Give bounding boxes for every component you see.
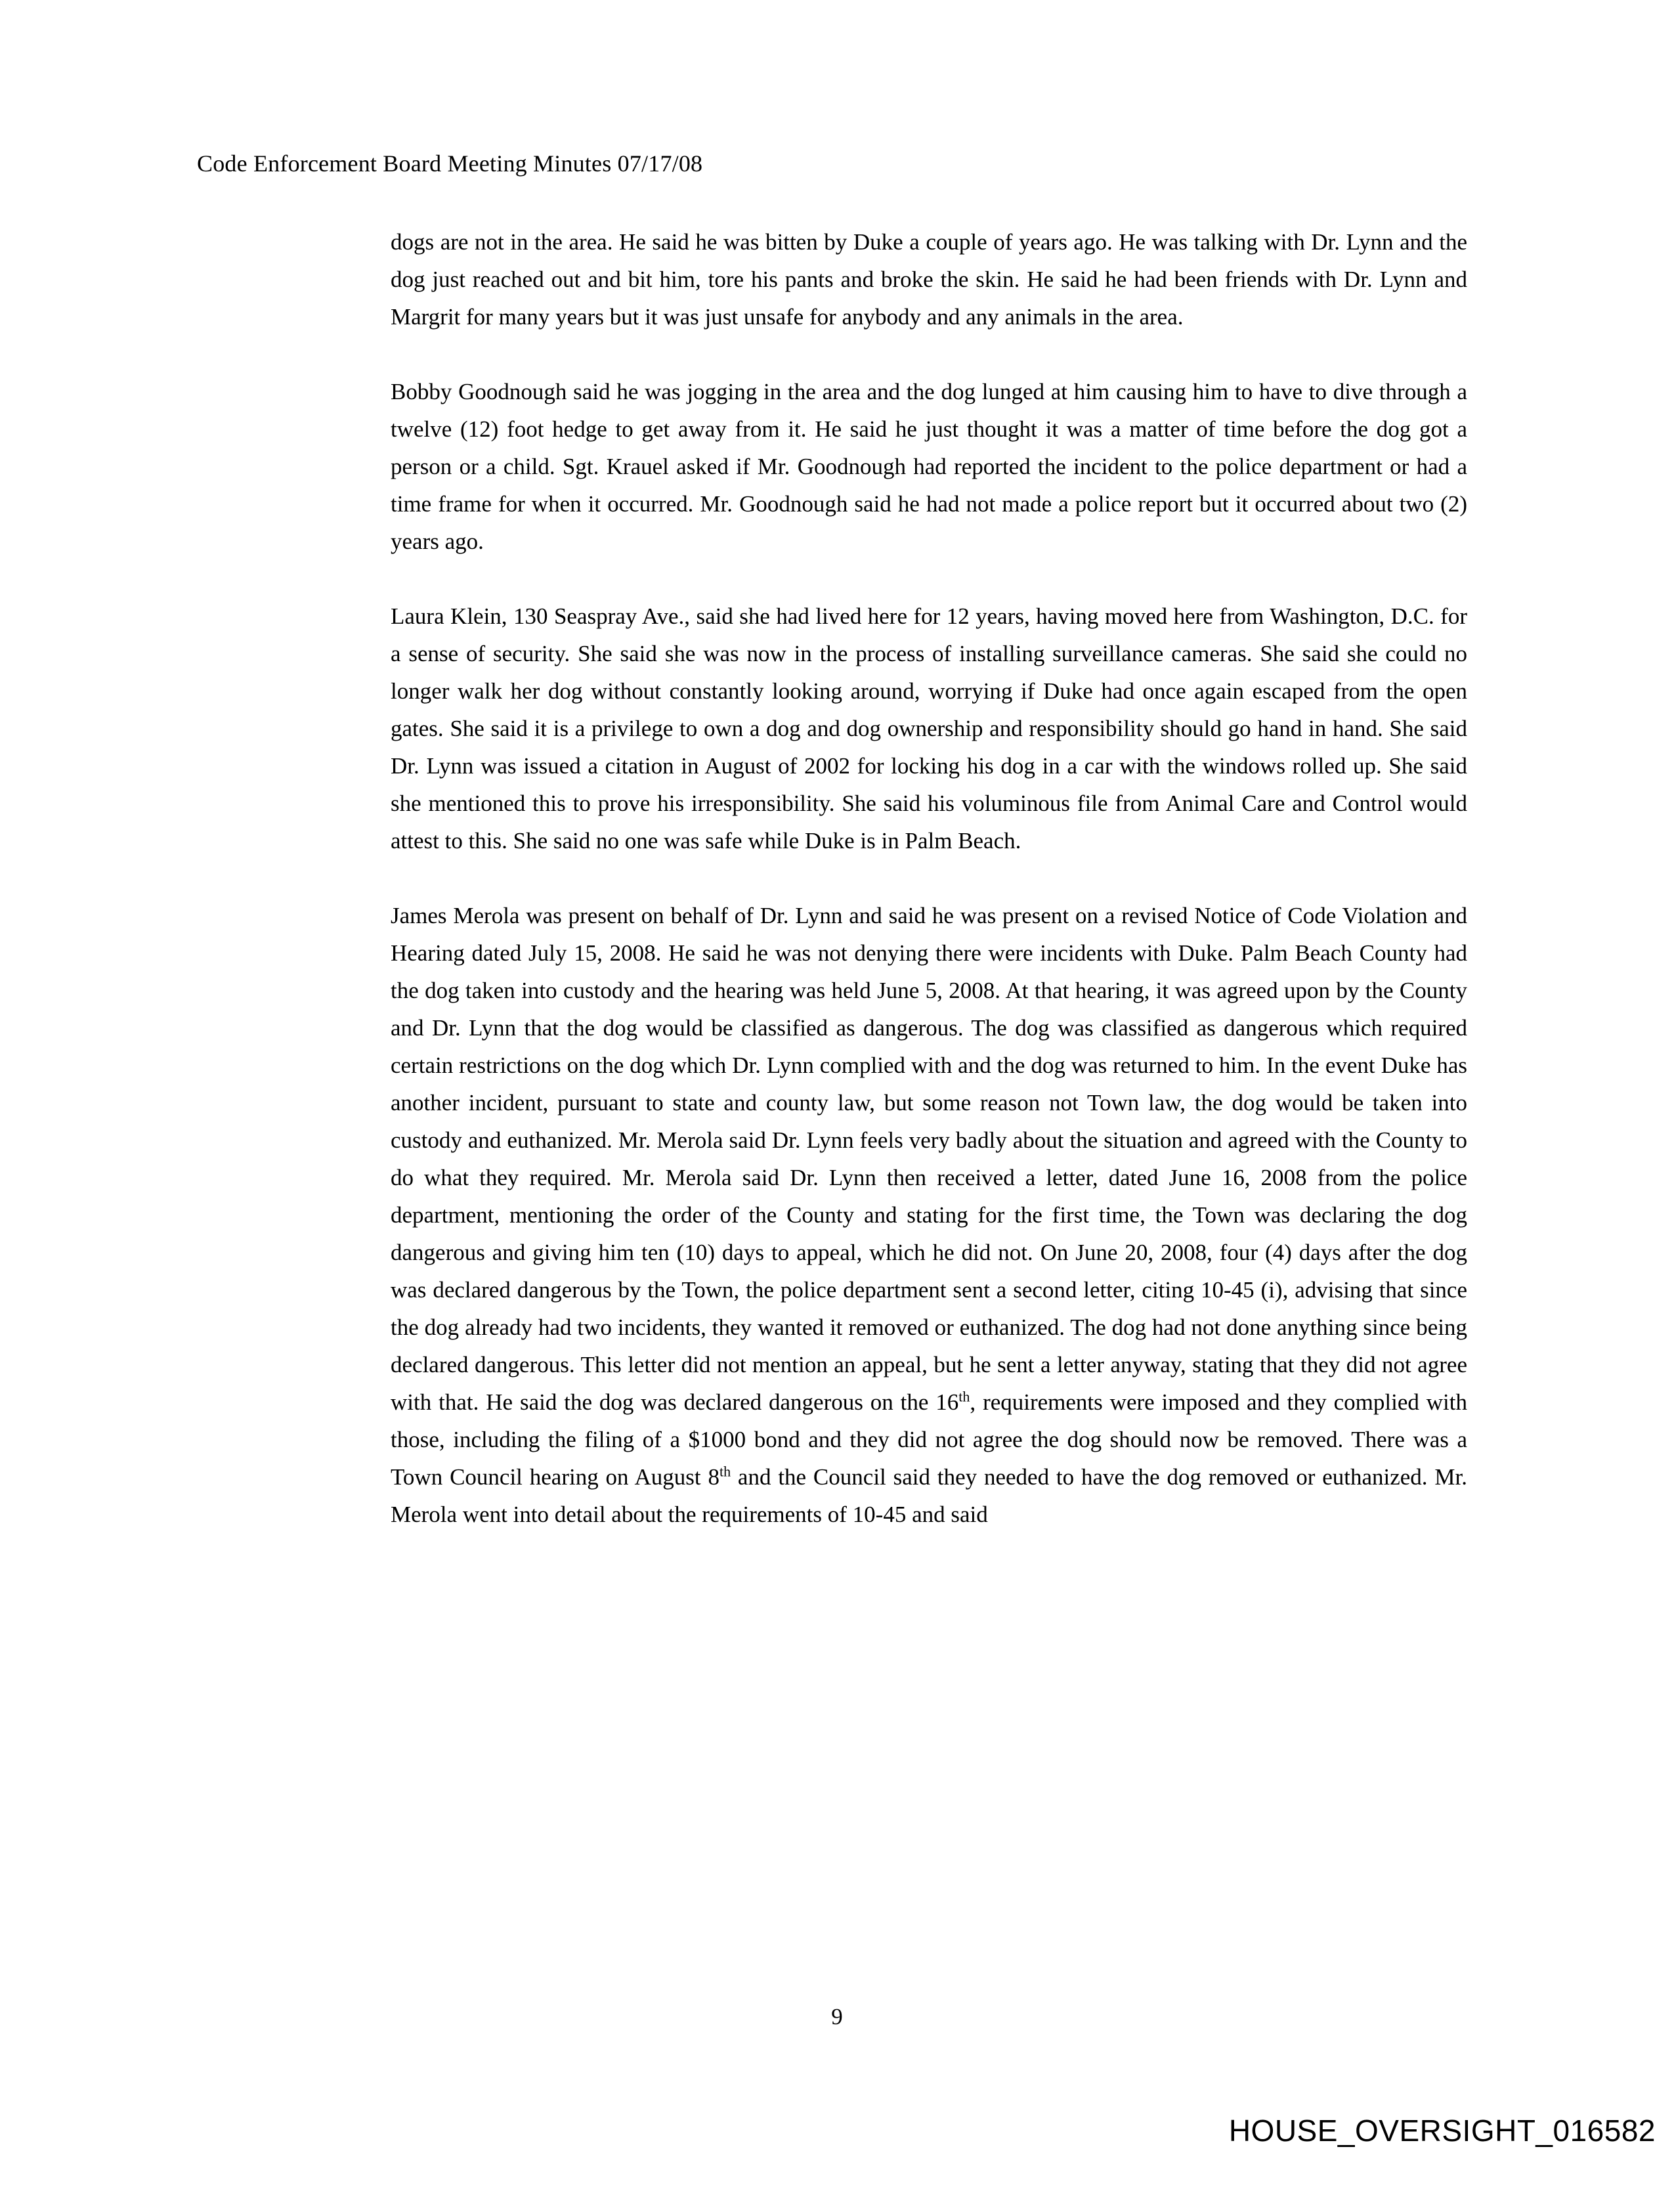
paragraph-4-text-b: , requirements were imposed and they complied with those, including the filing of a $1000 bond and they did not agree the dog should now be removed. There was a Town Council hearing on August 8 [391, 1389, 1467, 1490]
superscript-th-2: th [719, 1463, 731, 1480]
document-body [391, 223, 1467, 1533]
paragraph-4 [391, 897, 1467, 1533]
paragraph-4-text-a: James Merola was present on behalf of Dr. Lynn and said he was present on a revised Notice of Code Violation and Hearing dated July 15, 2008. He said he was not denying there were incidents with Duke. Palm Beach County had the dog taken into custody and the hearing was held June 5, 2008. At that hearing, it was agreed upon by the County and Dr. Lynn that the dog would be classified as dangerous. The dog was classified as dangerous which required certain restrictions on the dog which Dr. Lynn complied with and the dog was returned to him. In the event Duke has another incident, pursuant to state and county law, but some reason not Town law, the dog would be taken into custody and euthanized. Mr. Merola said Dr. Lynn feels very badly about the situation and agreed with the County to do what they required. Mr. Merola said Dr. Lynn then received a letter, dated June 16, 2008 from the police department, mentioning the order of the County and stating for the first time, the Town was declaring the dog dangerous and giving him ten (10) days to appeal, which he did not. On June 20, 2008, four (4) days after the dog was declared dangerous by the Town, the police department sent a second letter, citing 10-45 (i), advising that since the dog already had two incidents, they wanted it removed or euthanized. The dog had not done anything since being declared dangerous. This letter did not mention an appeal, but he sent a letter anyway, stating that they did not agree with that. He said the dog was declared dangerous on the 16 [391, 903, 1467, 1415]
page-number: 9 [831, 2004, 843, 2029]
paragraph-3: Laura Klein, 130 Seaspray Ave., said she had lived here for 12 years, having moved here from Washington, D.C. for a sense of security. She said she was now in the process of installing surveillance cameras. She said she could no longer walk her dog without constantly looking around, worrying if Duke had once again escaped from the open gates. She said it is a privilege to own a dog and dog ownership and responsibility should go hand in hand. She said Dr. Lynn was issued a citation in August of 2002 for locking his dog in a car with the windows rolled up. She said she mentioned this to prove his irresponsibility. She said his voluminous file from Animal Care and Control would attest to this. She said no one was safe while Duke is in Palm Beach. [391, 603, 1467, 854]
superscript-th-1: th [958, 1388, 970, 1405]
paragraph-2: Bobby Goodnough said he was jogging in the area and the dog lunged at him causing him to have to dive through a twelve (12) foot hedge to get away from it. He said he just thought it was a matter of time before the dog got a person or a child. Sgt. Krauel asked if Mr. Goodnough had reported the incident to the police department or had a time frame for when it occurred. Mr. Goodnough said he had not made a police report but it occurred about two (2) years ago. [391, 379, 1467, 554]
document-title: Code Enforcement Board Meeting Minutes 07/17/08 [197, 150, 703, 177]
document-id-stamp: HOUSE_OVERSIGHT_016582 [1228, 2114, 1656, 2148]
paragraph-1: dogs are not in the area. He said he was bitten by Duke a couple of years ago. He was talking with Dr. Lynn and the dog just reached out and bit him, tore his pants and broke the skin. He said he had been friends with Dr. Lynn and Margrit for many years but it was just unsafe for anybody and any animals in the area. [391, 229, 1467, 330]
paragraph-4-text-c: and the Council said they needed to have the dog removed or euthanized. Mr. Merola went into detail about the requirements of 10-45 and said [391, 1464, 1467, 1527]
